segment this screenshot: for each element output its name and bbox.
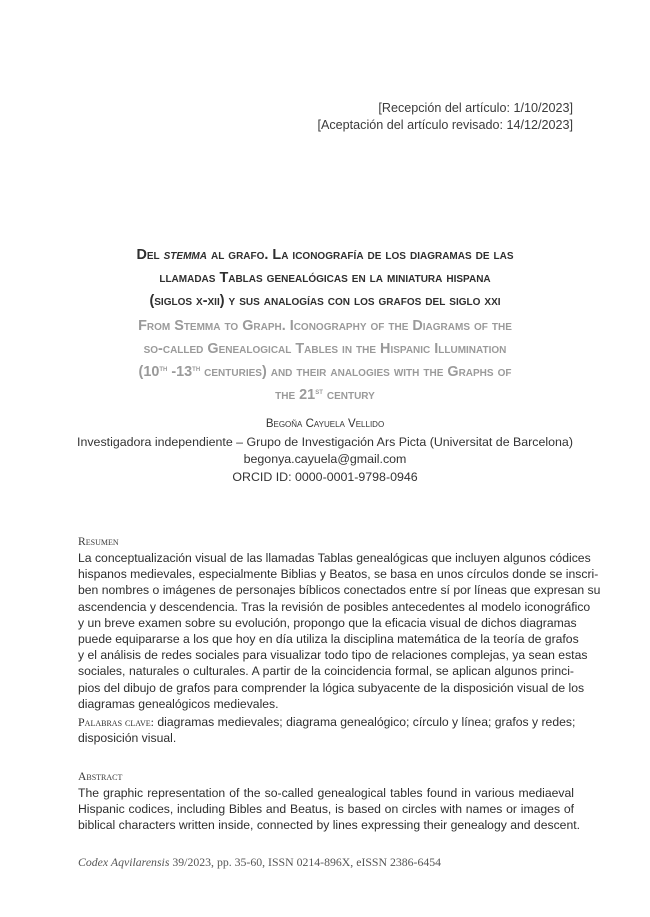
title-es-line-3: (siglos x-xii) y sus analogías con los grafos del siglo xxi bbox=[149, 293, 501, 309]
title-en-line-4 bbox=[72, 384, 578, 407]
abstract-body bbox=[78, 785, 581, 834]
keywords-line-2: disposición visual. bbox=[78, 731, 177, 746]
resumen-line: La conceptualización visual de las llamadas Tablas genealógicas que incluyen algunos códices bbox=[78, 551, 591, 565]
title-es-text: al grafo. La iconografía de los diagramas de las bbox=[206, 247, 514, 263]
abstract-line: The graphic representation of the so-called genealogical tables found in various mediaeval bbox=[78, 786, 574, 800]
resumen-line: sociales, naturales o culturales. A partir de la coincidencia formal, se aplican algunos princi- bbox=[78, 664, 574, 679]
abstract-heading: Abstract bbox=[78, 770, 123, 783]
resumen-line: ben nombres o imágenes de personajes bíblicos conectados entre sí por líneas que expresan su bbox=[78, 583, 601, 598]
title-en-line-2: so-called Genealogical Tables in the Hispanic Illumination bbox=[143, 341, 507, 357]
resumen-line: y un breve examen sobre su evolución, propongo que la eficacia visual de dichos diagramas bbox=[78, 615, 577, 630]
title-en-text: centuries) and their analogies with the Graphs of bbox=[200, 364, 512, 380]
title-spanish bbox=[72, 244, 578, 313]
author-email[interactable]: begonya.cayuela@gmail.com bbox=[243, 452, 407, 466]
abstract-line: biblical characters written inside, connected by lines expressing their genealogy and descent. bbox=[78, 818, 581, 833]
acceptance-date: [Aceptación del artículo revisado: 14/12/2023] bbox=[317, 118, 573, 132]
resumen-line: ascendencia y descendencia. Tras la revisión de posibles antecedentes al modelo iconográfico bbox=[78, 599, 591, 614]
resumen-line: y el análisis de redes sociales para visualizar todo tipo de relaciones complejas, ya sean estas bbox=[78, 648, 588, 663]
resumen-line: pios del dibujo de grafos para comprender la lógica subyacente de la disposición visual de los bbox=[78, 680, 585, 695]
abstract-line: Hispanic codices, including Bibles and Beatus, is based on circles with names or images of bbox=[78, 802, 574, 817]
title-es-text: Del bbox=[136, 247, 164, 263]
title-es-italic: stemma bbox=[163, 247, 207, 263]
resumen-heading: Resumen bbox=[78, 535, 119, 548]
author-name: Begoña Cayuela Vellido bbox=[265, 418, 385, 430]
author-affiliation: Investigadora independiente – Grupo de Investigación Ars Picta (Universitat de Barcelona) bbox=[77, 434, 573, 449]
keywords-block bbox=[78, 714, 574, 746]
title-es-line-1 bbox=[72, 244, 578, 267]
reception-date: [Recepción del artículo: 1/10/2023] bbox=[378, 101, 573, 115]
title-english bbox=[72, 315, 578, 407]
resumen-line: hispanos medievales, especialmente Biblias y Beatos, se basa en unos círculos donde se inscri- bbox=[78, 567, 599, 582]
title-en-text: century bbox=[322, 387, 375, 403]
article-dates bbox=[317, 100, 573, 134]
keywords-text: diagramas medievales; diagrama genealógico; círculo y línea; grafos y redes; bbox=[153, 715, 576, 729]
title-en-line-1: From Stemma to Graph. Iconography of the Diagrams of the bbox=[138, 318, 512, 334]
title-en-superscript: th bbox=[192, 364, 201, 373]
author-orcid: ORCID ID: 0000-0001-9798-0946 bbox=[232, 469, 418, 484]
title-en-text: the 21 bbox=[275, 387, 316, 403]
title-es-line-2: llamadas Tablas genealógicas en la miniatura hispana bbox=[159, 270, 491, 286]
keywords-line-1 bbox=[78, 714, 574, 730]
title-en-line-3 bbox=[72, 361, 578, 384]
keywords-label: Palabras clave: bbox=[78, 715, 154, 729]
title-en-superscript: st bbox=[315, 387, 323, 396]
resumen-body bbox=[78, 550, 601, 712]
footer-citation: 39/2023, pp. 35-60, ISSN 0214-896X, eISSN 2386-6454 bbox=[169, 855, 442, 869]
page-footer bbox=[78, 855, 441, 870]
resumen-line: puede equipararse a los que hoy en día utiliza la disciplina matemática de la teoría de grafos bbox=[78, 632, 579, 647]
journal-name: Codex Aqvilarensis bbox=[78, 855, 170, 869]
author-block bbox=[72, 416, 578, 486]
title-en-superscript: th bbox=[159, 364, 168, 373]
title-en-text: -13 bbox=[167, 364, 193, 380]
title-en-text: (10 bbox=[138, 364, 160, 380]
resumen-line: diagramas genealógicos medievales. bbox=[78, 696, 279, 711]
